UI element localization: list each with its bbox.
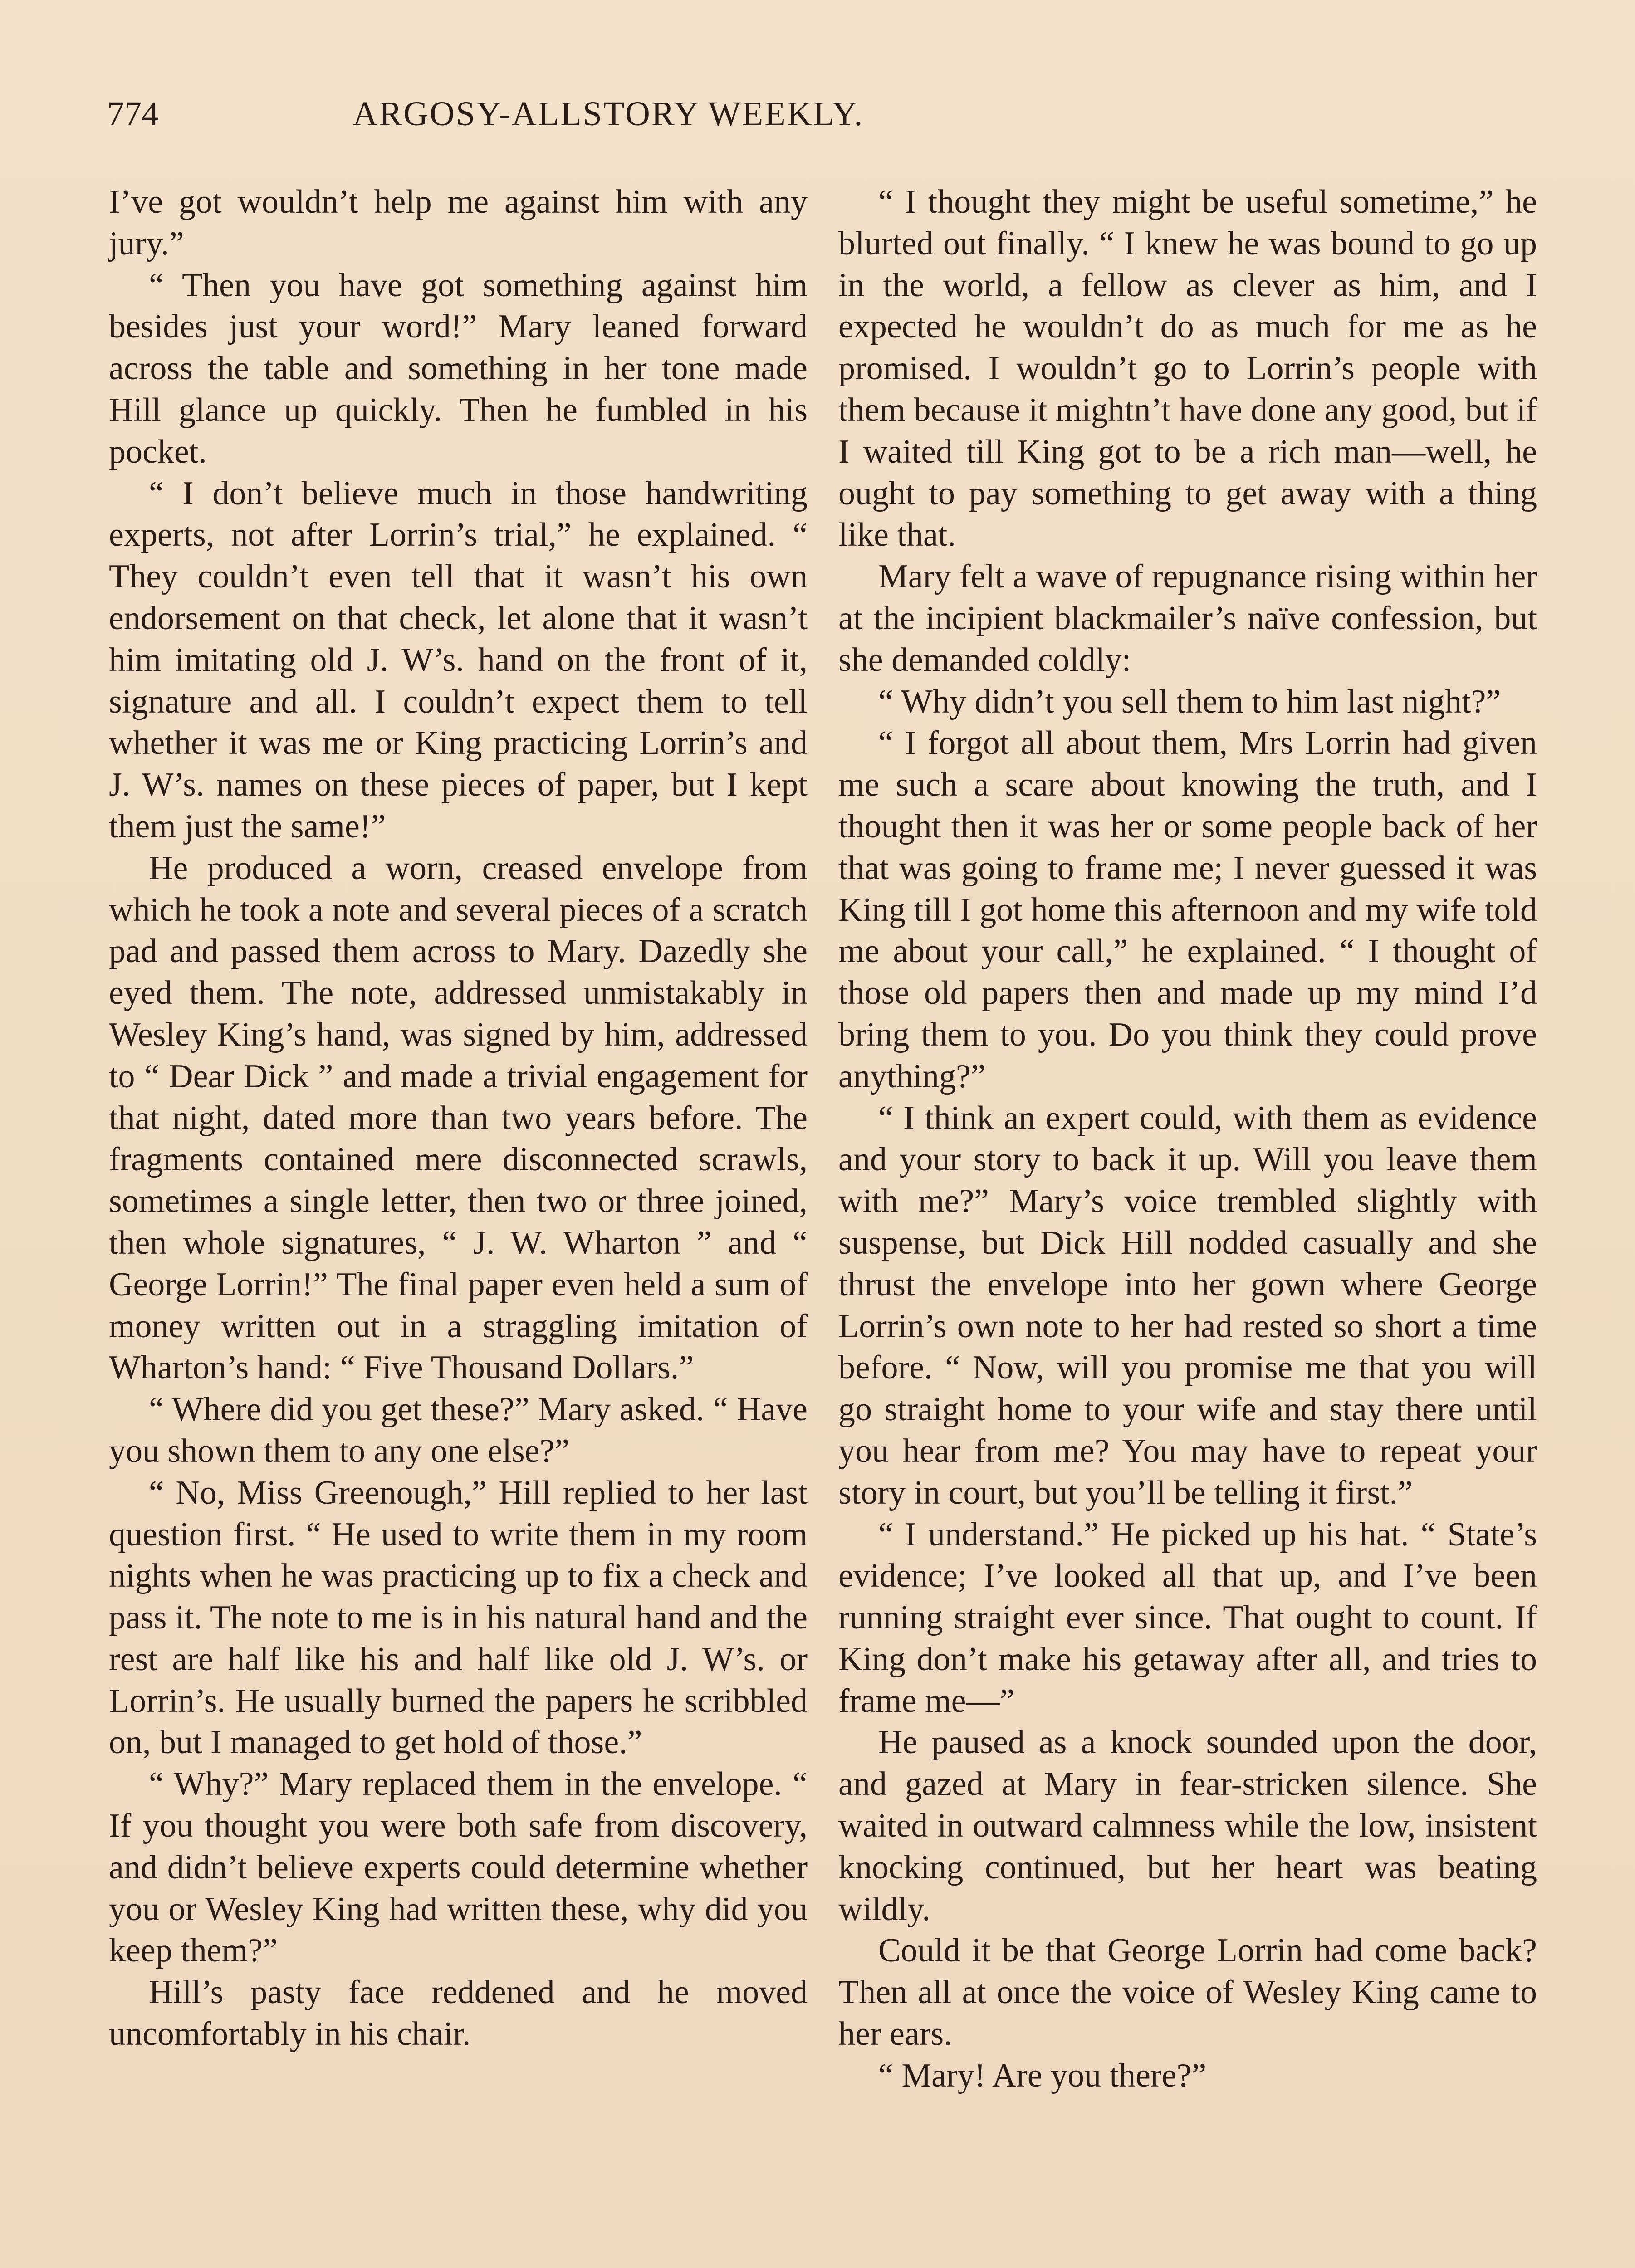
paragraph: “ I forgot all about them, Mrs Lorrin had given me such a scare about knowing the truth, and I thought then it was her or some people back of her that was going to frame me; I never guessed it was King till I got home this afternoon and my wife told me about your call,” he explained. “ I thought of those old papers then and made up my mind I’d bring them to you. Do you think they could prove anything?” bbox=[838, 724, 1537, 1095]
paragraph: “ Why?” Mary replaced them in the envelope. “ If you thought you were both safe from discovery, and didn’t believe experts could determine whether you or Wesley King had written these, why did you keep them?” bbox=[109, 1765, 808, 1970]
paragraph: He paused as a knock sounded upon the door, and gazed at Mary in fear-stricken silence. She waited in outward calmness while the low, insistent knocking continued, but her heart was beating wildly. bbox=[838, 1724, 1537, 1928]
paragraph: Hill’s pasty face reddened and he moved uncomfortably in his chair. bbox=[109, 1974, 808, 2053]
paragraph: “ Why didn’t you sell them to him last night?” bbox=[878, 683, 1501, 720]
paragraph: “ I understand.” He picked up his hat. “ State’s evidence; I’ve looked all that up, and I’ve been running straight ever since. That ought to count. If King don’t make his getaway after all, and tries to frame me—” bbox=[838, 1515, 1537, 1720]
journal-title: ARGOSY-ALLSTORY WEEKLY. bbox=[352, 95, 864, 133]
page-number: 774 bbox=[107, 95, 159, 133]
paragraph: “ I think an expert could, with them as evidence and your story to back it up. Will you leave them with me?” Mary’s voice trembled slightly with suspense, but Dick Hill nodded casually and she thrust the envelope into her gown where George Lorrin’s own note to her had rested so short a time before. “ Now, will you promise me that you will go straight home to your wife and stay there until you hear from me? You may have to repeat your story in court, but you’ll be telling it first.” bbox=[838, 1099, 1537, 1511]
paragraph: He produced a worn, creased envelope from which he took a note and several pieces of a scratch pad and passed them across to Mary. Dazedly she eyed them. The note, addressed unmistakably in Wesley King’s hand, was signed by him, addressed to “ Dear Dick ” and made a trivial engagement for that night, dated more than two years before. The fragments contained mere disconnected scrawls, sometimes a single letter, then two or three joined, then whole signatures, “ J. W. Wharton ” and “ George Lorrin!” The final paper even held a sum of money written out in a straggling imitation of Wharton’s hand: “ Five Thousand Dollars.” bbox=[109, 849, 808, 1387]
paragraph: “ Where did you get these?” Mary asked. “ Have you shown them to any one else?” bbox=[109, 1391, 808, 1470]
paragraph: I’ve got wouldn’t help me against him with any jury.” bbox=[109, 183, 808, 262]
paragraph: “ No, Miss Greenough,” Hill replied to her last question first. “ He used to write them in my room nights when he was practicing up to fix a check and pass it. The note to me is in his natural hand and the rest are half like his and half like old J. W’s. or Lorrin’s. He usually burned the papers he scribbled on, but I managed to get hold of those.” bbox=[109, 1474, 808, 1761]
right-column bbox=[838, 181, 1537, 2097]
paragraph: “ Then you have got something against him besides just your word!” Mary leaned forward across the table and something in her tone made Hill glance up quickly. Then he fumbled in his pocket. bbox=[109, 266, 808, 470]
left-column bbox=[109, 181, 808, 2055]
paragraph: Could it be that George Lorrin had come back? Then all at once the voice of Wesley King came to her ears. bbox=[838, 1932, 1537, 2053]
paragraph: Mary felt a wave of repugnance rising within her at the incipient blackmailer’s naïve confession, but she demanded coldly: bbox=[838, 558, 1537, 679]
paragraph: “ I don’t believe much in those handwriting experts, not after Lorrin’s trial,” he explained. “ They couldn’t even tell that it wasn’t his own endorsement on that check, let alone that it wasn’t him imitating old J. W’s. hand on the front of it, signature and all. I couldn’t expect them to tell whether it was me or King practicing Lorrin’s and J. W’s. names on these pieces of paper, but I kept them just the same!” bbox=[109, 474, 808, 845]
page-header bbox=[107, 89, 1110, 139]
paragraph: “ Mary! Are you there?” bbox=[878, 2057, 1207, 2094]
paragraph: “ I thought they might be useful sometime,” he blurted out finally. “ I knew he was bound to go up in the world, a fellow as clever as him, and I expected he wouldn’t do as much for me as he promised. I wouldn’t go to Lorrin’s people with them because it mightn’t have done any good, but if I waited till King got to be a rich man—well, he ought to pay something to get away with a thing like that. bbox=[838, 183, 1537, 554]
